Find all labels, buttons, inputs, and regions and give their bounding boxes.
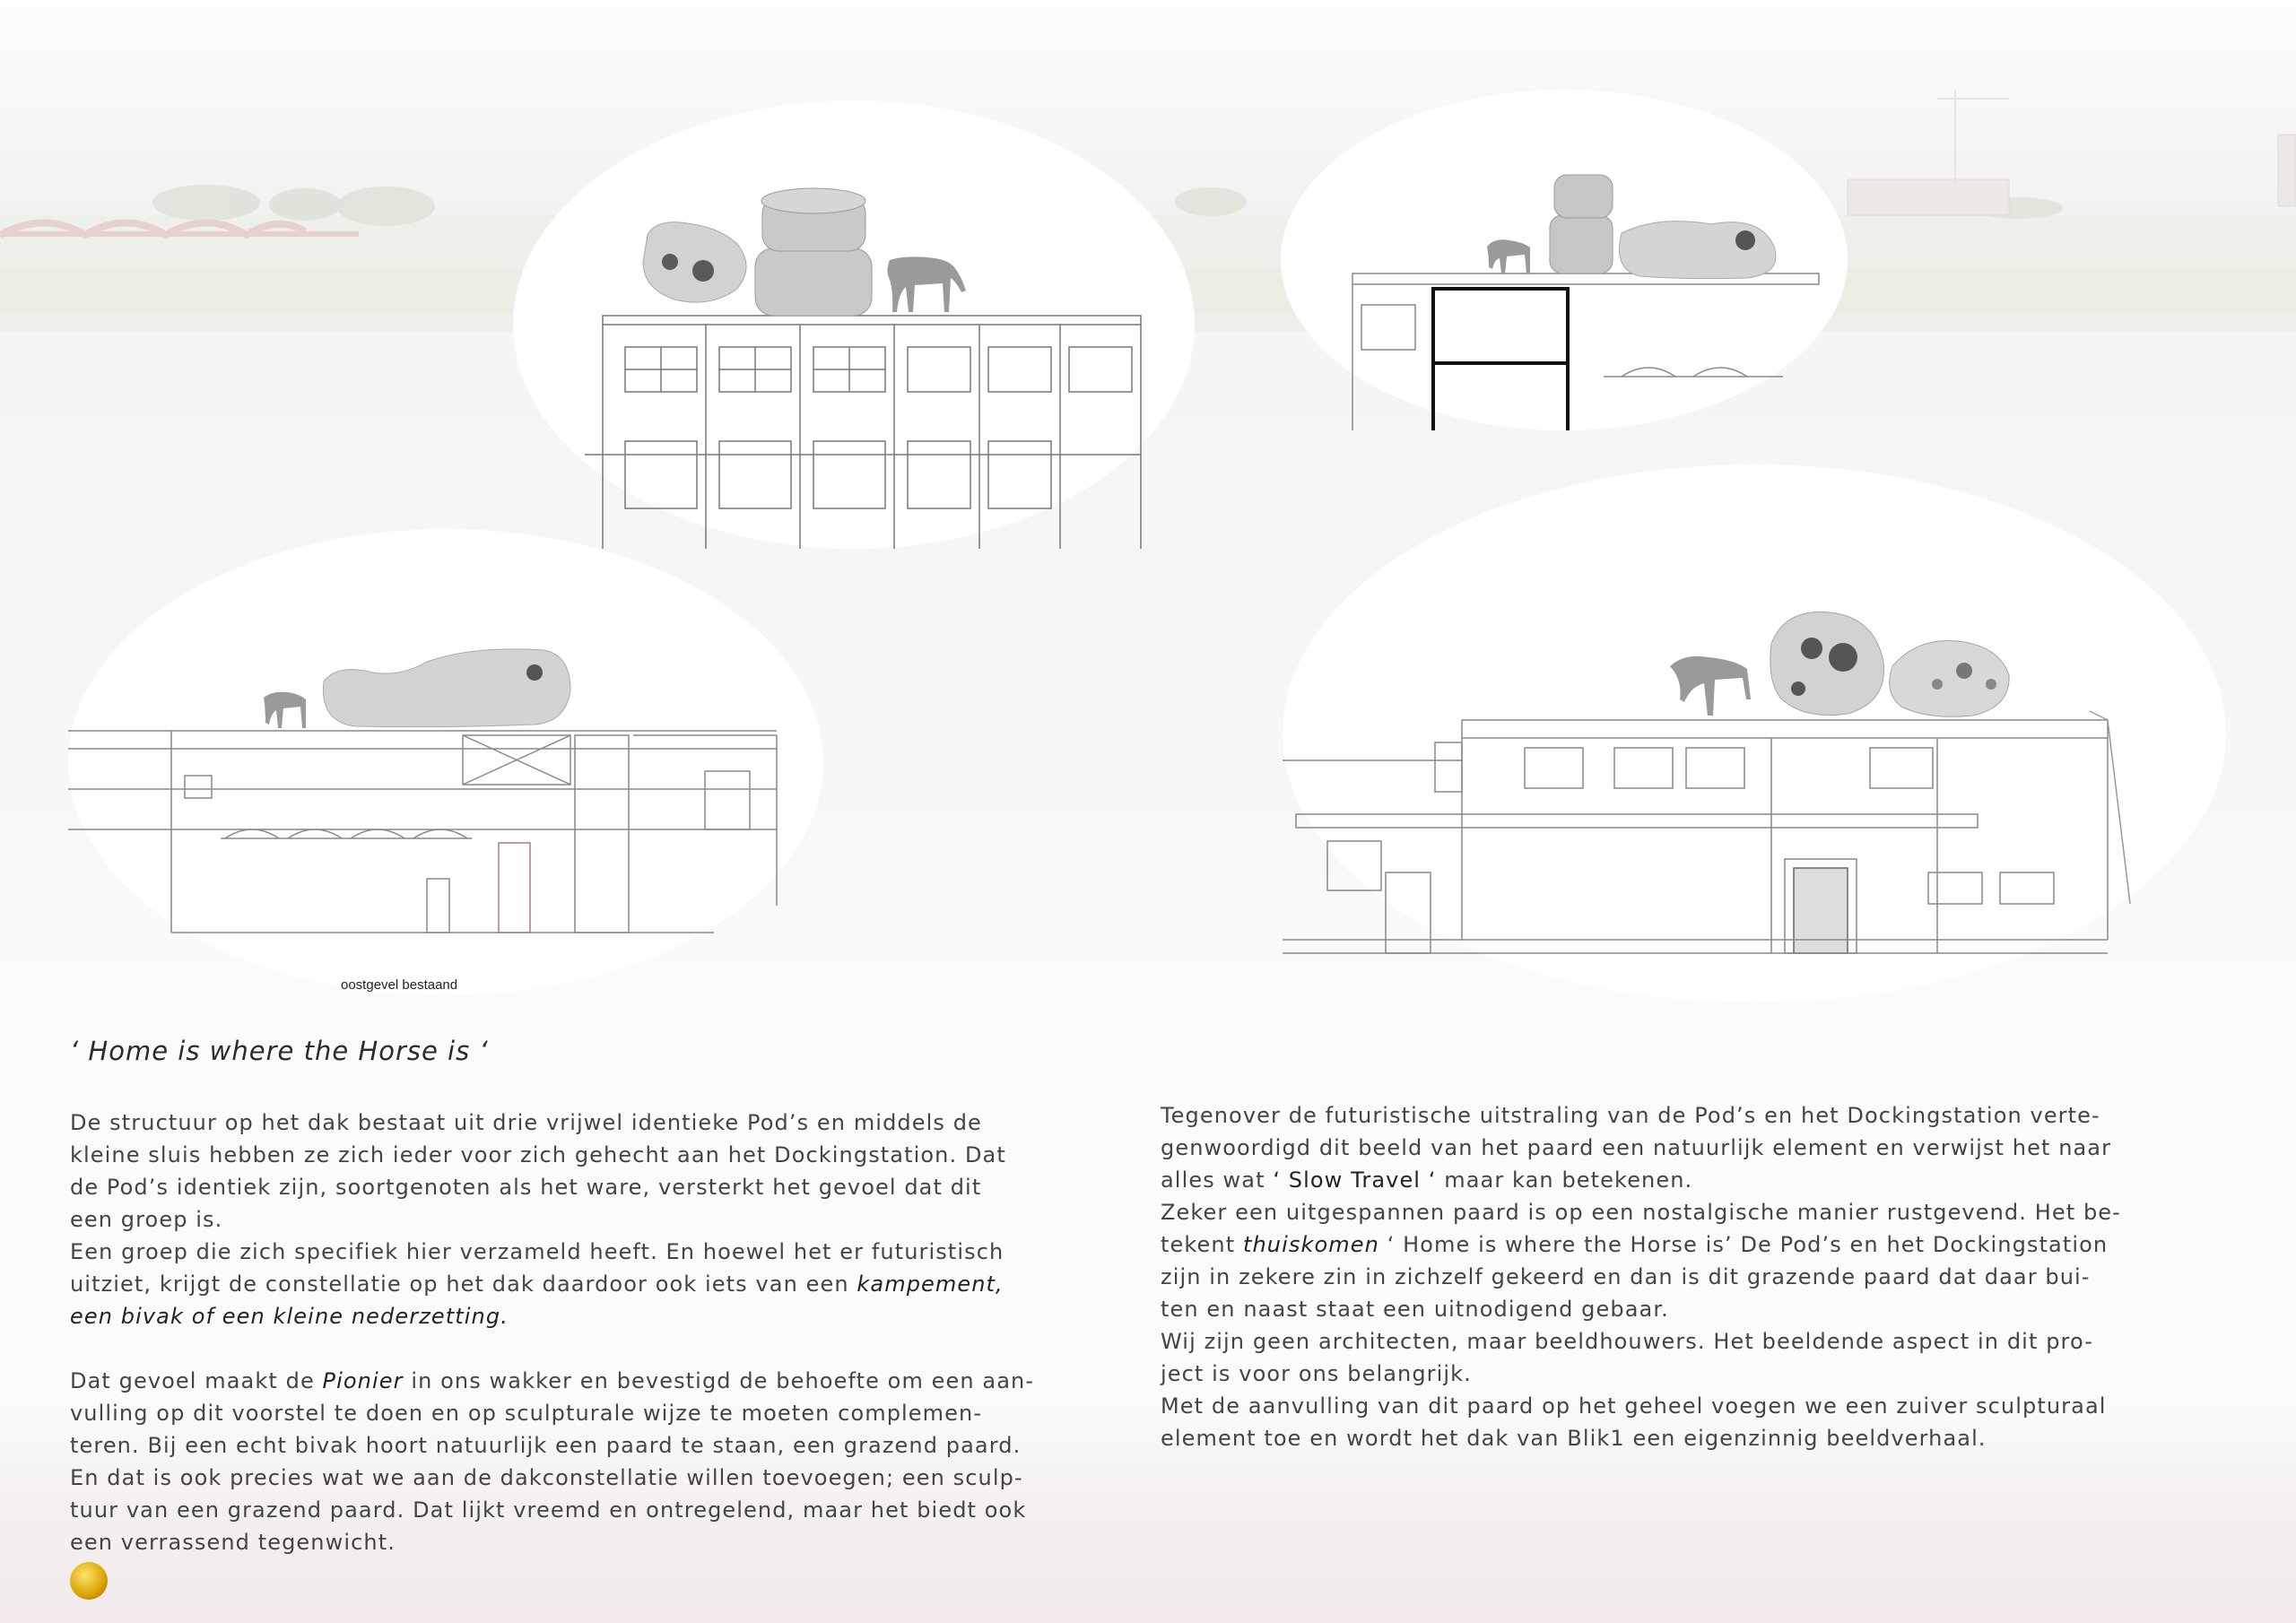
text-line: Wij zijn geen architecten, maar beeldhouwers. Het beeldende aspect in dit pro-	[1161, 1329, 2093, 1354]
text-column-right	[1161, 1099, 2255, 1454]
pod-sculpture	[643, 222, 746, 302]
text-line: Een groep die zich specifiek hier verzameld heeft. En hoewel het er futuristisch	[70, 1239, 1004, 1264]
building-section-drawing	[1281, 90, 1848, 430]
text-line: ject is voor ons belangrijk.	[1161, 1361, 1472, 1386]
text-line: Met de aanvulling van dit paard op het geheel voegen we een zuiver sculpturaal	[1161, 1393, 2107, 1419]
pod-sculpture	[323, 649, 570, 727]
text-segment: maar kan betekenen.	[1436, 1167, 1693, 1193]
text-line: ten en naast staat een uitnodigend gebaar.	[1161, 1297, 1669, 1322]
text-line: De structuur op het dak bestaat uit drie vrijwel identieke Pod’s en middels de	[70, 1110, 982, 1135]
gold-logo-icon	[70, 1562, 108, 1600]
text-line	[70, 1365, 1146, 1397]
pod-sculpture	[1620, 221, 1777, 279]
text-line: vulling op dit voorstel te doen en op sculpturale wijze te moeten complemen-	[70, 1401, 983, 1426]
building-elevation-drawing	[68, 529, 823, 995]
highlight-text: ‘ Slow Travel ‘	[1273, 1167, 1437, 1193]
text-line: een groep is.	[70, 1207, 223, 1232]
pod-sculpture	[1770, 612, 2009, 716]
text-segment: ‘ Home is where the Horse is’ De Pod’s en het Dockingstation	[1378, 1232, 2109, 1257]
text-line: zijn in zekere zin in zichzelf gekeerd en dan is dit grazende paard dat daar bui-	[1161, 1264, 2091, 1289]
text-segment: tekent	[1161, 1232, 1243, 1257]
text-segment: alles wat	[1161, 1167, 1274, 1193]
text-line: En dat is ook precies wat we aan de dakconstellatie willen toevoegen; een sculp-	[70, 1465, 1023, 1490]
emphasis-text: thuiskomen	[1242, 1232, 1379, 1257]
text-line	[70, 1268, 1146, 1300]
text-segment: Dat gevoel maakt de	[70, 1368, 323, 1393]
text-line: de Pod’s identiek zijn, soortgenoten als het ware, versterkt het gevoel dat dit	[70, 1175, 982, 1200]
text-line: een verrassend tegenwicht.	[70, 1530, 396, 1555]
emphasis-text: een bivak of een kleine nederzetting.	[70, 1304, 509, 1329]
text-line: element toe en wordt het dak van Blik1 een eigenzinnig beeldverhaal.	[1161, 1426, 1987, 1451]
text-column-left	[70, 1107, 1146, 1558]
elevation-oval-bottom-left	[68, 529, 823, 995]
horse-sculpture	[888, 256, 967, 312]
horse-sculpture	[1670, 656, 1751, 716]
text-line: Zeker een uitgespannen paard is op een nostalgische manier rustgevend. Het be-	[1161, 1200, 2121, 1225]
elevation-oval-bottom-right	[1283, 464, 2226, 1002]
text-line: kleine sluis hebben ze zich ieder voor zich gehecht aan het Dockingstation. Dat	[70, 1142, 1006, 1167]
section-oval-top-right	[1281, 90, 1848, 430]
building-elevation-drawing	[513, 100, 1195, 549]
text-line	[1161, 1228, 2255, 1261]
drawing-caption: oostgevel bestaand	[341, 977, 458, 993]
text-line: Tegenover de futuristische uitstraling van de Pod’s en het Dockingstation verte-	[1161, 1103, 2100, 1128]
text-line: tuur van een grazend paard. Dat lijkt vreemd en ontregelend, maar het biedt ook	[70, 1497, 1027, 1523]
horse-sculpture	[1487, 239, 1530, 273]
text-line: teren. Bij een echt bivak hoort natuurlijk een paard te staan, een grazend paard.	[70, 1433, 1022, 1458]
page-title: ‘ Home is where the Horse is ‘	[70, 1036, 489, 1066]
text-segment: in ons wakker en bevestigd de behoefte om een aan-	[403, 1368, 1035, 1393]
text-line: genwoordigd dit beeld van het paard een natuurlijk element en verwijst het naar	[1161, 1135, 2112, 1160]
building-elevation-drawing	[1283, 464, 2226, 1002]
horse-sculpture	[264, 692, 306, 728]
elevation-oval-top-center	[513, 100, 1195, 549]
text-segment: uitziet, krijgt de constellatie op het dak daardoor ook iets van een	[70, 1271, 857, 1297]
emphasis-text: Pionier	[322, 1368, 404, 1393]
emphasis-text: kampement,	[857, 1271, 1004, 1297]
text-line	[1161, 1164, 2255, 1196]
